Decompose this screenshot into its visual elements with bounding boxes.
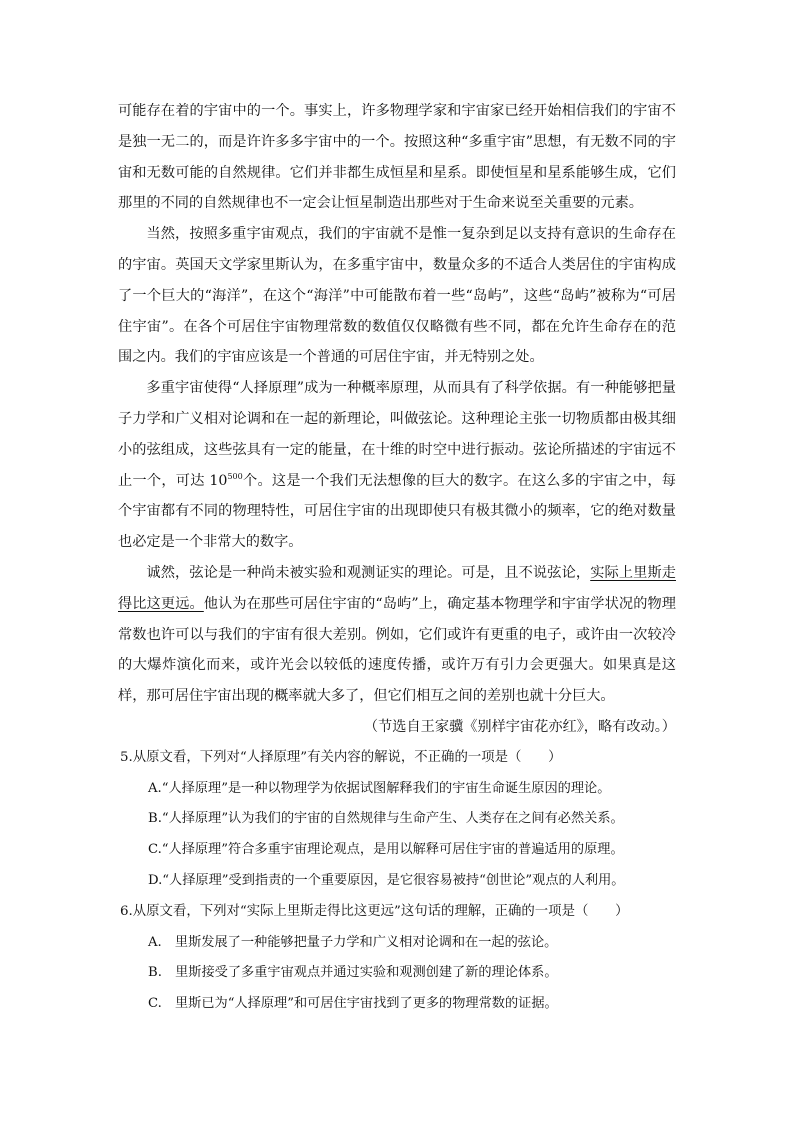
underlined-sentence: 实际上里斯走得比这更远。	[118, 564, 676, 612]
exponent: 500	[227, 471, 243, 481]
question-6-option-c: C. 里斯已为“人择原理”和可居住宇宙找到了更多的物理常数的证据。	[148, 996, 558, 1012]
passage-paragraph-4-text-end: 他认为在那些可居住宇宙的“岛屿”上，确定基本物理学和宇宙学状况的物理常数也许可以与我们的宇宙有很大差别。例如，它们或许有更重的电子，或许由一次较冷的大爆炸演化而来，或许光会以较低的速度传播，或许万有引力会更强大。如果真是这样，那可居住宇宙出现的概率就大多了，但它们相互之间的差别也就十分巨大。	[118, 595, 676, 705]
question-5-stem: 5.从原文看，下列对“人择原理”有关内容的解说，不正确的一项是（ ）	[120, 749, 562, 765]
document-page	[118, 96, 676, 1020]
passage-paragraph-3-text: 多重宇宙使得“人择原理”成为一种概率原理，从而具有了科学依据。有一种能够把量子力学和广义相对论调和在一起的新理论，叫做弦论。这种理论主张一切物质都由极其细小的弦组成，这些弦具有一定的能量，在十维的时空中进行振动。弦论所描述的宇宙远不止一个，可达 10	[118, 380, 676, 489]
question-5-option-d: D.“人择原理”受到指责的一个重要原因，是它很容易被持“创世论”观点的人利用。	[148, 872, 625, 888]
question-5-option-a: A.“人择原理”是一种以物理学为依据试图解释我们的宇宙生命诞生原因的理论。	[148, 780, 611, 796]
question-6-stem: 6.从原文看，下列对“实际上里斯走得比这更远”这句话的理解，正确的一项是（ ）	[120, 903, 629, 919]
passage-paragraph-4	[118, 558, 676, 712]
question-5-option-c: C.“人择原理”符合多重宇宙理论观点，是用以解释可居住宇宙的普遍适用的原理。	[148, 842, 624, 858]
passage-paragraph-4-text: 诚然，弦论是一种尚未被实验和观测证实的理论。可是，且不说弦论，	[146, 564, 591, 581]
passage-paragraph-3	[118, 373, 676, 558]
passage-paragraph-2: 当然，按照多重宇宙观点，我们的宇宙就不是惟一复杂到足以支持有意识的生命存在的宇宙。英国天文学家里斯认为，在多重宇宙中，数量众多的不适合人类居住的宇宙构成了一个巨大的“海洋”，在这个“海洋”中可能散布着一些“岛屿”，这些“岛屿”被称为“可居住宇宙”。在各个可居住宇宙物理常数的数值仅仅略微有些不同，都在允许生命存在的范围之内。我们的宇宙应该是一个普通的可居住宇宙，并无特别之处。	[118, 226, 676, 366]
passage-paragraph-3-text-end: 个。这是一个我们无法想像的巨大的数字。在这么多的宇宙之中，每个宇宙都有不同的物理特性，可居住宇宙的出现即使只有极其微小的频率，它的绝对数量也必定是一个非常大的数字。	[118, 472, 676, 551]
question-5-option-b: B.“人择原理”认为我们的宇宙的自然规律与生命产生、人类存在之间有必然关系。	[148, 811, 624, 827]
source-citation: （节选自王家骥《别样宇宙花亦红》，略有改动。）	[363, 718, 676, 735]
question-6-option-b: B. 里斯接受了多重宇宙观点并通过实验和观测创建了新的理论体系。	[148, 965, 558, 981]
question-6-option-a: A. 里斯发展了一种能够把量子力学和广义相对论调和在一起的弦论。	[148, 934, 558, 950]
passage-paragraph-1: 可能存在着的宇宙中的一个。事实上，许多物理学家和宇宙家已经开始相信我们的宇宙不是独一无二的，而是许许多多宇宙中的一个。按照这种“多重宇宙”思想，有无数不同的宇宙和无数可能的自然规律。它们并非都生成恒星和星系。即使恒星和星系能够生成，它们那里的不同的自然规律也不一定会让恒星制造出那些对于生命来说至关重要的元素。	[118, 103, 676, 212]
